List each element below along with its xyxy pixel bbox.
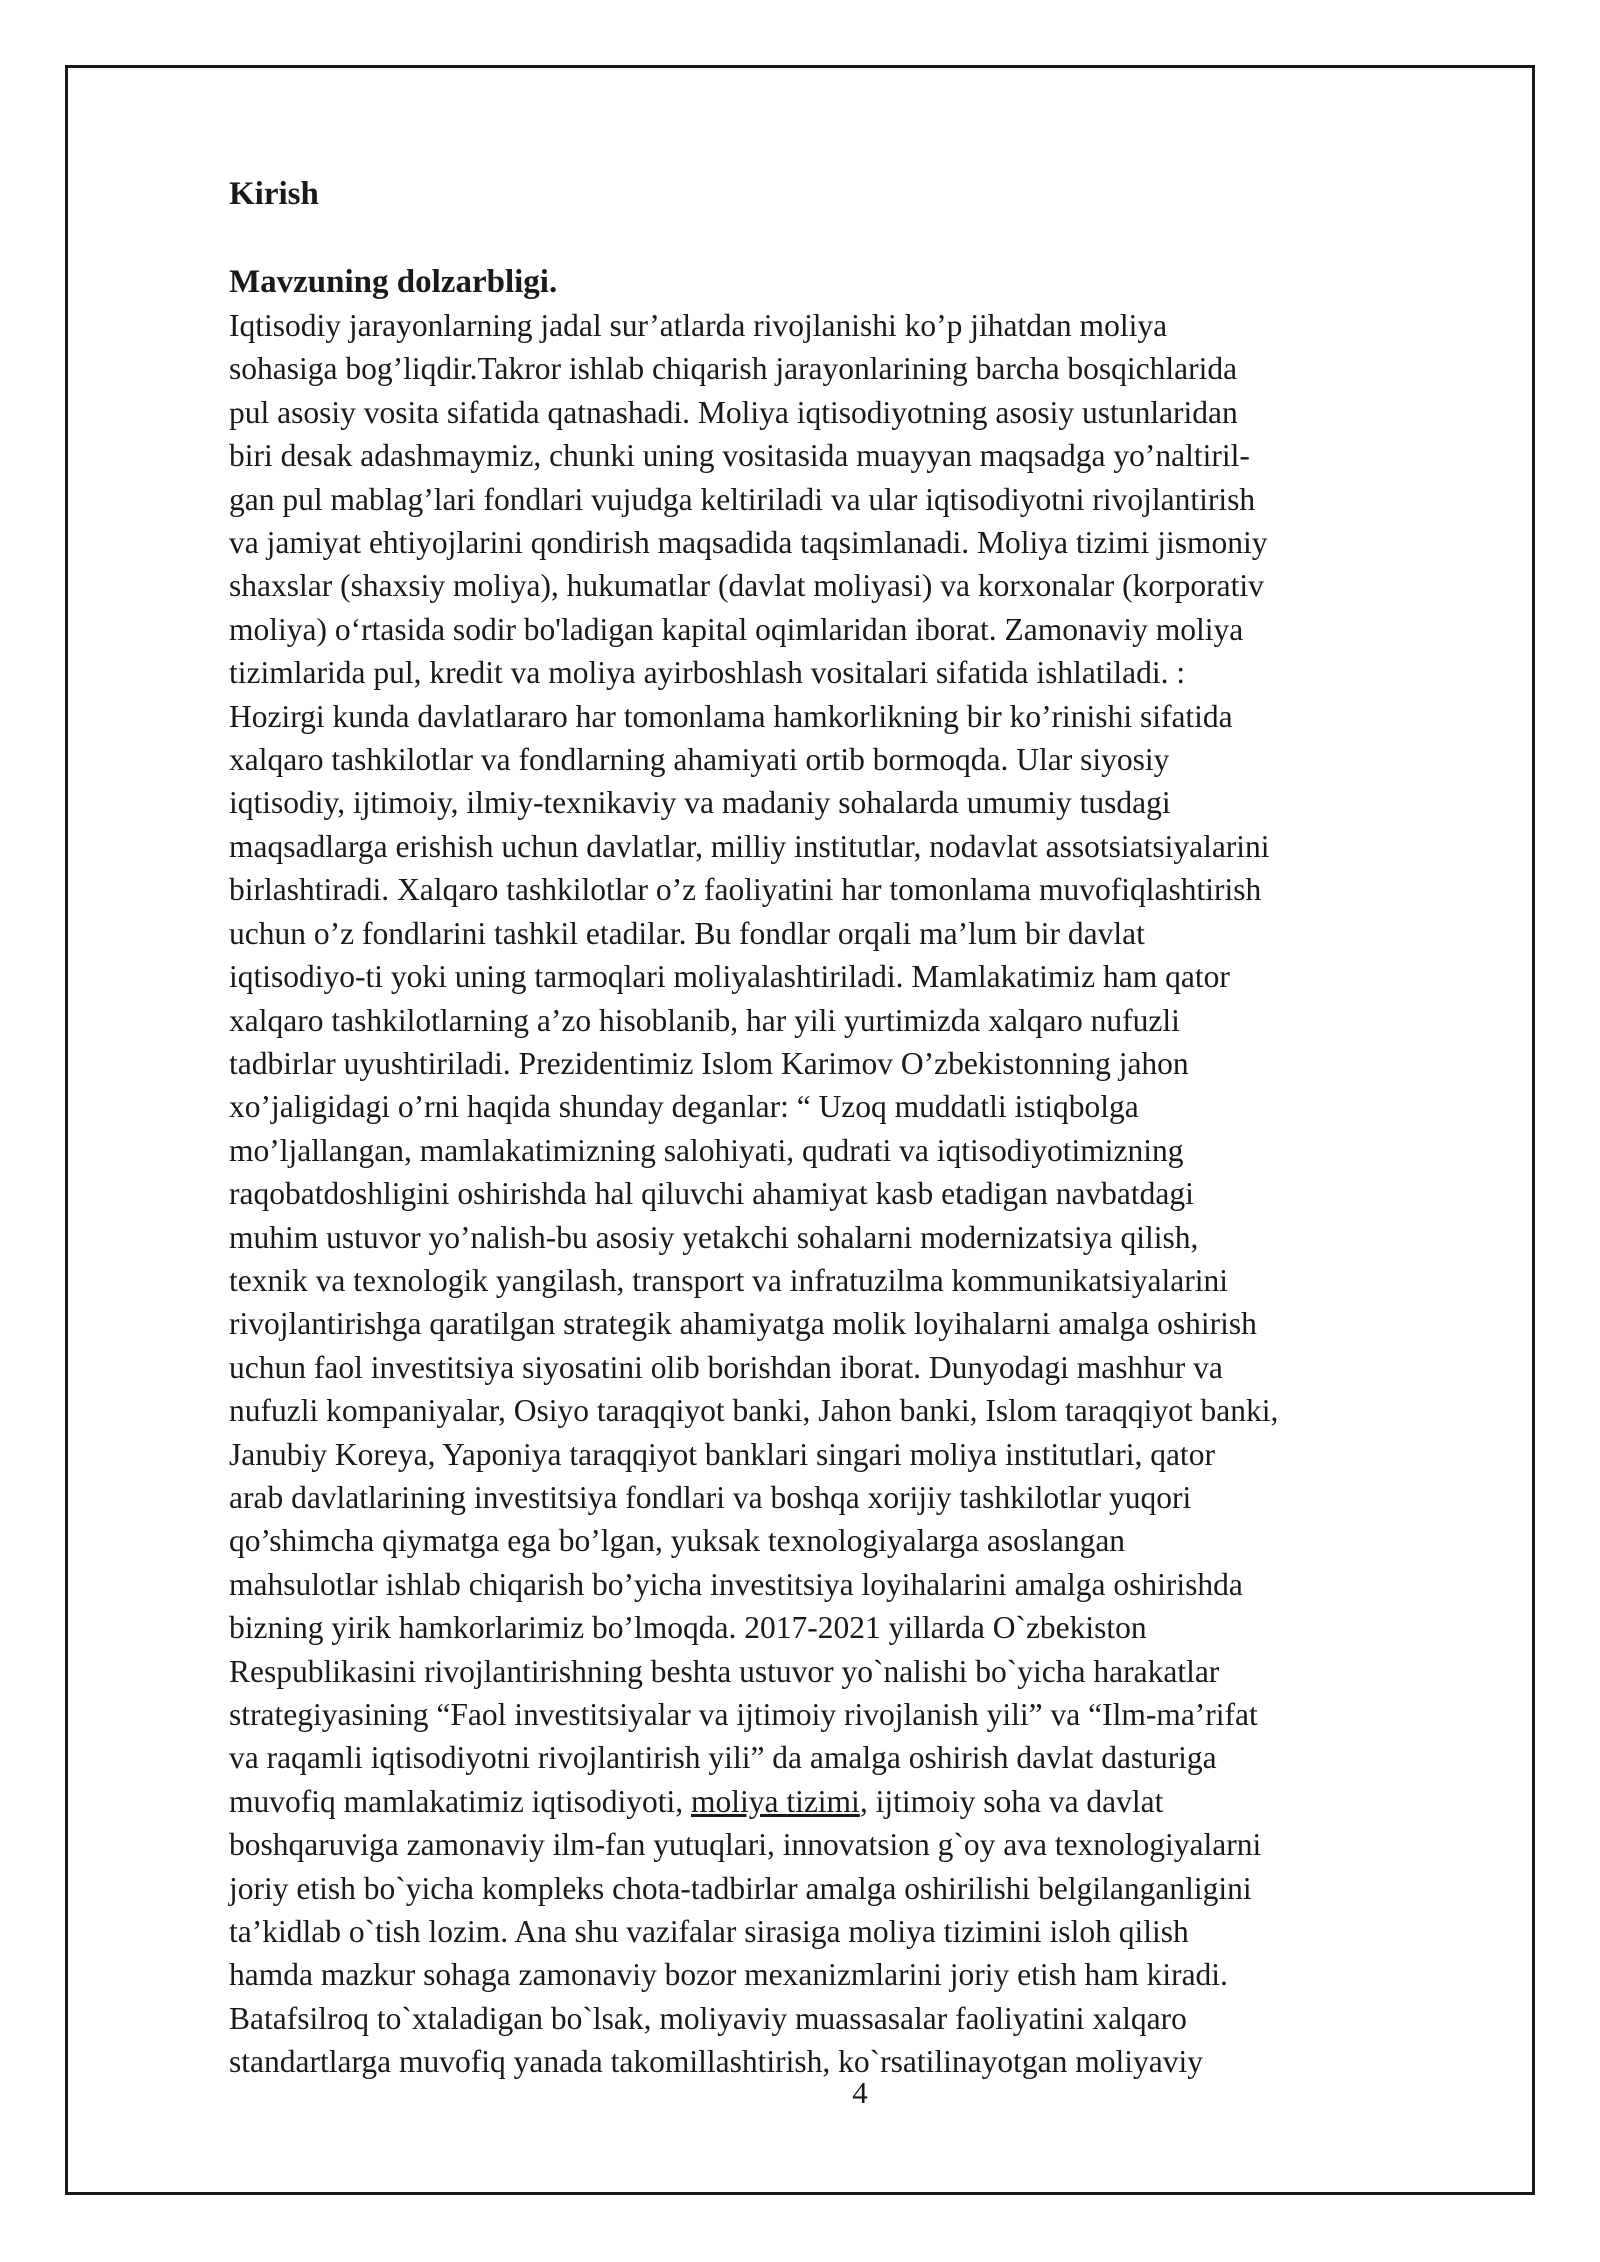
- page-number: 4: [852, 2075, 868, 2110]
- text-line: uchun o’z fondlarini tashkil etadilar. Bu fondlar orqali ma’lum bir davlat: [229, 915, 1145, 951]
- section-heading: Kirish: [229, 176, 319, 212]
- text-line: birlashtiradi. Xalqaro tashkilotlar o’z faoliyatini har tomonlama muvofiqlashtirish: [229, 872, 1262, 908]
- text-line: mo’ljallangan, mamlakatimizning salohiyati, qudrati va iqtisodiyotimizning: [229, 1132, 1184, 1168]
- text-line: arab davlatlarining investitsiya fondlari va boshqa xorijiy tashkilotlar yuqori: [229, 1479, 1192, 1515]
- text-line: tadbirlar uyushtiriladi. Prezidentimiz Islom Karimov O’zbekistonning jahon: [229, 1045, 1189, 1081]
- text-line: boshqaruviga zamonaviy ilm-fan yutuqlari, innovatsion g`oy ava texnologiyalarni: [229, 1827, 1262, 1863]
- text-line: Janubiy Koreya, Yaponiya taraqqiyot banklari singari moliya institutlari, qator: [229, 1436, 1215, 1472]
- text-line: rivojlantirishga qaratilgan strategik ahamiyatga molik loyihalarni amalga oshirish: [229, 1306, 1257, 1342]
- text-line: ta’kidlab o`tish lozim. Ana shu vazifalar sirasiga moliya tizimini isloh qilish: [229, 1914, 1189, 1950]
- text-line: va raqamli iqtisodiyotni rivojlantirish yili” da amalga oshirish davlat dasturiga: [229, 1740, 1217, 1776]
- text-line: xo’jaligidagi o’rni haqida shunday deganlar: “ Uzoq muddatli istiqbolga: [229, 1089, 1139, 1125]
- text-line: uchun faol investitsiya siyosatini olib borishdan iborat. Dunyodagi mashhur va: [229, 1349, 1223, 1385]
- text-segment: , ijtimoiy soha va davlat: [859, 1783, 1164, 1819]
- text-line: pul asosiy vosita sifatida qatnashadi. Moliya iqtisodiyotning asosiy ustunlaridan: [229, 394, 1238, 430]
- text-line: Respublikasini rivojlantirishning beshta ustuvor yo`nalishi bo`yicha harakatlar: [229, 1653, 1220, 1689]
- text-line: xalqaro tashkilotlarning a’zo hisoblanib, har yili yurtimizda xalqaro nufuzli: [229, 1002, 1180, 1038]
- text-segment: muvofiq mamlakatimiz iqtisodiyoti,: [229, 1783, 691, 1819]
- text-line: xalqaro tashkilotlar va fondlarning ahamiyati ortib bormoqda. Ular siyosiy: [229, 742, 1170, 778]
- text-line-with-link: [229, 1780, 1489, 1823]
- text-line: raqobatdoshligini oshirishda hal qiluvchi ahamiyat kasb etadigan navbatdagi: [229, 1176, 1194, 1212]
- text-line: shaxslar (shaxsiy moliya), hukumatlar (davlat moliyasi) va korxonalar (korporativ: [229, 568, 1264, 604]
- text-line: gan pul mablag’lari fondlari vujudga keltiriladi va ular iqtisodiyotni rivojlantirish: [229, 481, 1256, 517]
- subsection-heading: Mavzuning dolzarbligi.: [229, 264, 558, 300]
- body-paragraph: [229, 304, 1489, 2084]
- text-line: qo’shimcha qiymatga ega bo’lgan, yuksak texnologiyalarga asoslangan: [229, 1523, 1126, 1559]
- text-line: joriy etish bo`yicha kompleks chota-tadbirlar amalga oshirilishi belgilanganligini: [229, 1870, 1252, 1906]
- text-line: tizimlarida pul, kredit va moliya ayirboshlash vositalari sifatida ishlatiladi. :: [229, 655, 1186, 691]
- text-line: standartlarga muvofiq yanada takomillashtirish, ko`rsatilinayotgan moliyaviy: [229, 2044, 1203, 2080]
- moliya-tizimi-link[interactable]: moliya tizimi: [690, 1783, 860, 1819]
- text-line: nufuzli kompaniyalar, Osiyo taraqqiyot banki, Jahon banki, Islom taraqqiyot banki,: [229, 1393, 1279, 1429]
- text-line: Batafsilroq to`xtaladigan bo`lsak, moliyaviy muassasalar faoliyatini xalqaro: [229, 2000, 1187, 2036]
- text-line: hamda mazkur sohaga zamonaviy bozor mexanizmlarini joriy etish ham kiradi.: [229, 1957, 1228, 1993]
- text-line: maqsadlarga erishish uchun davlatlar, milliy institutlar, nodavlat assotsiatsiyalarini: [229, 828, 1270, 864]
- text-line: texnik va texnologik yangilash, transport va infratuzilma kommunikatsiyalarini: [229, 1262, 1229, 1298]
- text-line: mahsulotlar ishlab chiqarish bo’yicha investitsiya loyihalarini amalga oshirishda: [229, 1566, 1243, 1602]
- text-line: moliya) o‘rtasida sodir bo'ladigan kapital oqimlaridan iborat. Zamonaviy moliya: [229, 611, 1244, 647]
- text-line: strategiyasining “Faol investitsiyalar va ijtimoiy rivojlanish yili” va “Ilm-ma’rifat: [229, 1697, 1258, 1732]
- text-line: iqtisodiy, ijtimoiy, ilmiy-texnikaviy va madaniy sohalarda umumiy tusdagi: [229, 785, 1171, 821]
- text-line: iqtisodiyo-ti yoki uning tarmoqlari moliyalashtiriladi. Mamlakatimiz ham qator: [229, 959, 1230, 995]
- text-line: va jamiyat ehtiyojlarini qondirish maqsadida taqsimlanadi. Moliya tizimi jismoniy: [229, 525, 1268, 561]
- text-line: muhim ustuvor yo’nalish-bu asosiy yetakchi sohalarni modernizatsiya qilish,: [229, 1219, 1199, 1255]
- document-content: [229, 172, 1489, 2084]
- text-line: Iqtisodiy jarayonlarning jadal sur’atlarda rivojlanishi ko’p jihatdan moliya: [229, 308, 1168, 343]
- text-line: biri desak adashmaymiz, chunki uning vositasida muayyan maqsadga yo’naltiril-: [229, 438, 1250, 474]
- text-line: Hozirgi kunda davlatlararo har tomonlama hamkorlikning bir ko’rinishi sifatida: [229, 698, 1233, 734]
- text-line: bizning yirik hamkorlarimiz bo’lmoqda. 2017-2021 yillarda O`zbekiston: [229, 1610, 1147, 1646]
- text-line: sohasiga bog’liqdir.Takror ishlab chiqarish jarayonlarining barcha bosqichlarida: [229, 351, 1238, 387]
